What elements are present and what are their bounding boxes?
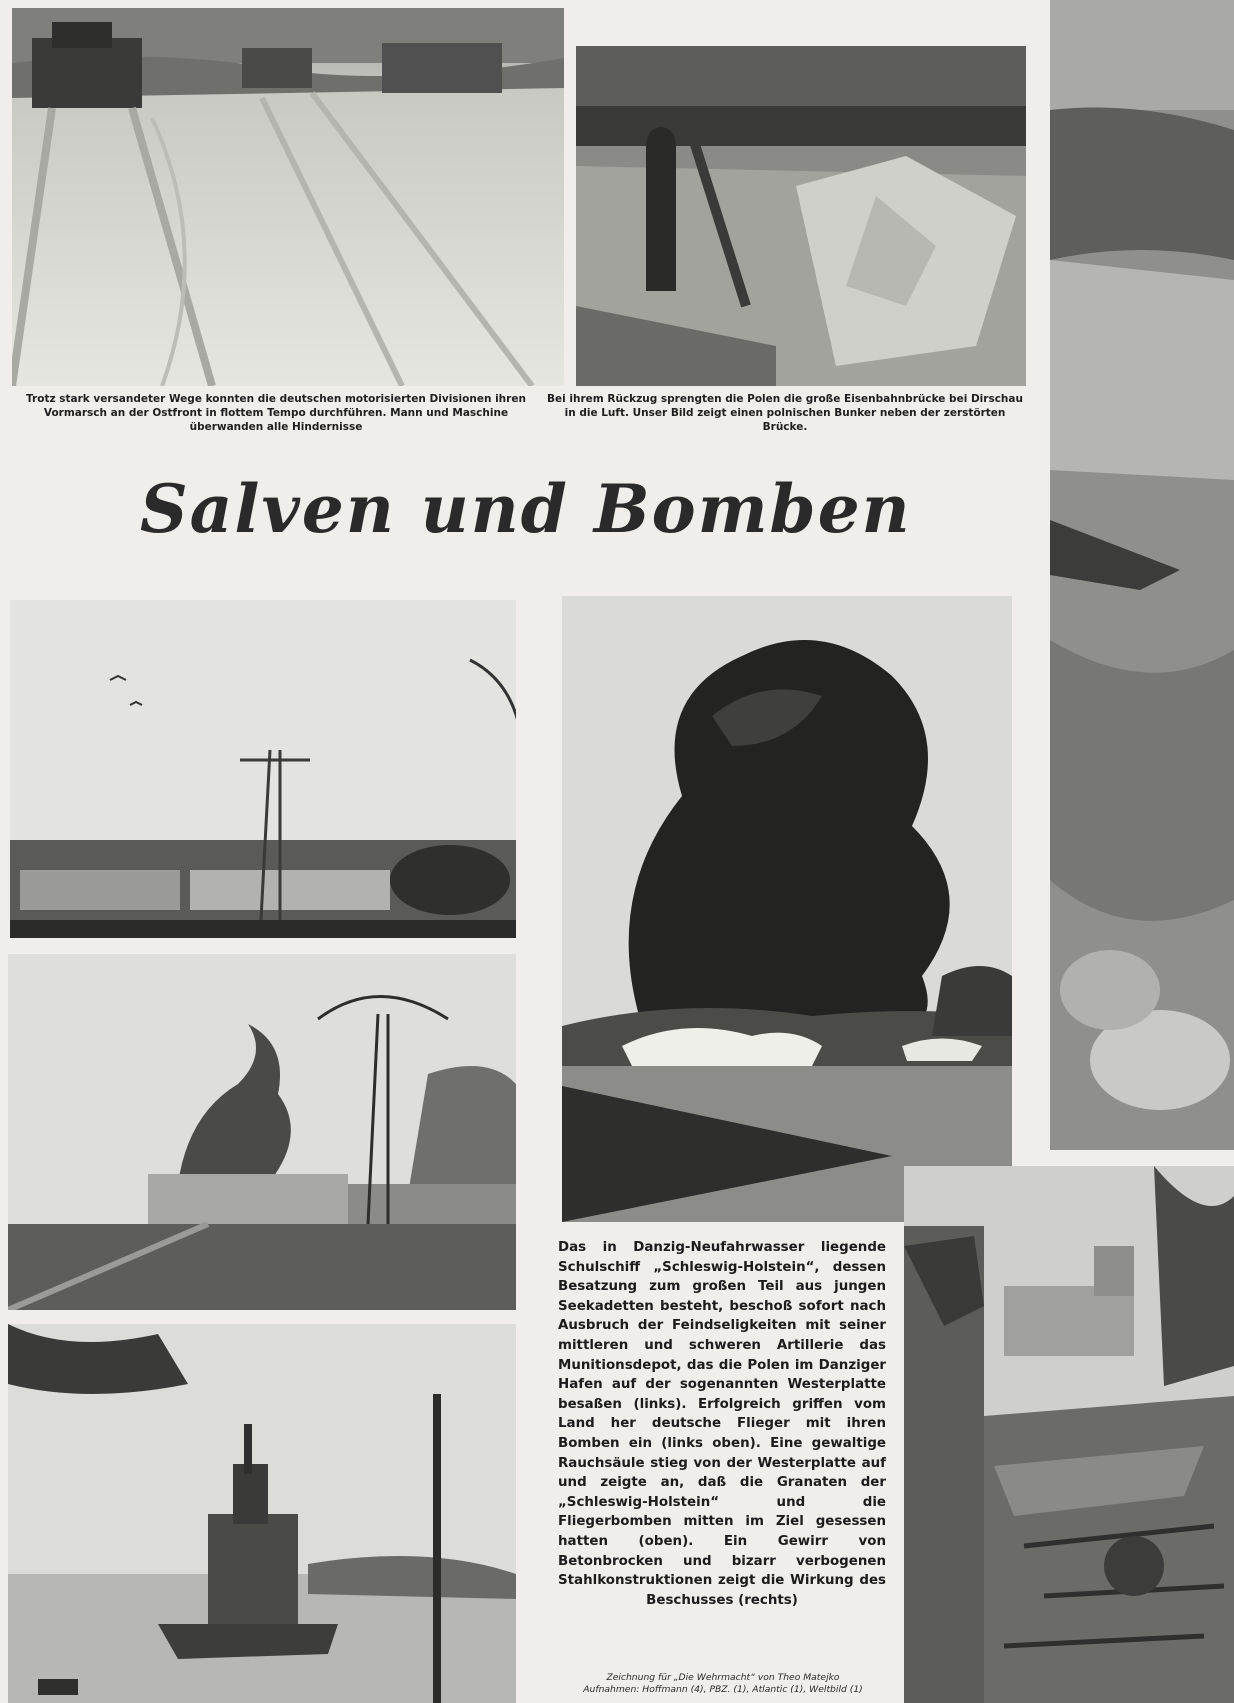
credit-illustration: Zeichnung für „Die Wehrmacht“ von Theo Matejko <box>606 1672 840 1683</box>
photo-battleship <box>8 1324 516 1703</box>
photo-smoke-railyard <box>8 954 516 1310</box>
photo-smoke-column-westerplatte <box>562 596 1012 1222</box>
photo-ruins <box>904 1166 1234 1703</box>
photo-planes-railyard <box>10 600 516 938</box>
article-body: Das in Danzig-Neufahrwasser liegende Schulschiff „Schleswig-Holstein“, dessen Besatzung zum großen Teil aus jungen Seekadetten besteht, beschoß sofort nach Ausbruch der Feindseligkeiten mit seiner mittleren und schweren Artillerie das Munitionsdepot, das die Polen im Danziger Hafen auf der sogenannten Westerplatte besaßen (links). Erfolgreich griffen vom Land her deutsche Flieger mit ihren Bomben ein (links oben). Eine gewaltige Rauchsäule stieg von der Westerplatte auf und zeigte an, daß die Granaten der „Schleswig-Holstein“ und die Fliegerbomben mitten im Ziel gesessen hatten (oben). Ein Gewirr von Betonbrocken und bizarr verbogenen Stahlkonstruktionen zeigt die Wirkung des Beschusses (rechts) <box>558 1240 886 1608</box>
photo-tanks-sandy-road <box>12 8 564 386</box>
photo-destroyed-bunker <box>576 46 1026 386</box>
caption-bunker: Bei ihrem Rückzug sprengten die Polen die große Eisenbahnbrücke bei Dirschau in die Luft. Unser Bild zeigt einen polnischen Bunker neben der zerstörten Brücke. <box>547 393 1023 433</box>
photo-credits <box>556 1672 890 1696</box>
illustration-right-strip <box>1050 0 1234 1150</box>
credit-photos: Aufnahmen: Hoffmann (4), PBZ. (1), Atlantic (1), Weltbild (1) <box>583 1684 863 1695</box>
caption-tanks: Trotz stark versandeter Wege konnten die deutschen motorisierten Divisionen ihren Vormarsch an der Ostfront in flottem Tempo durchführen. Mann und Maschine überwanden alle Hindernisse <box>26 393 526 433</box>
page-title: Salven und Bomben <box>140 470 912 548</box>
